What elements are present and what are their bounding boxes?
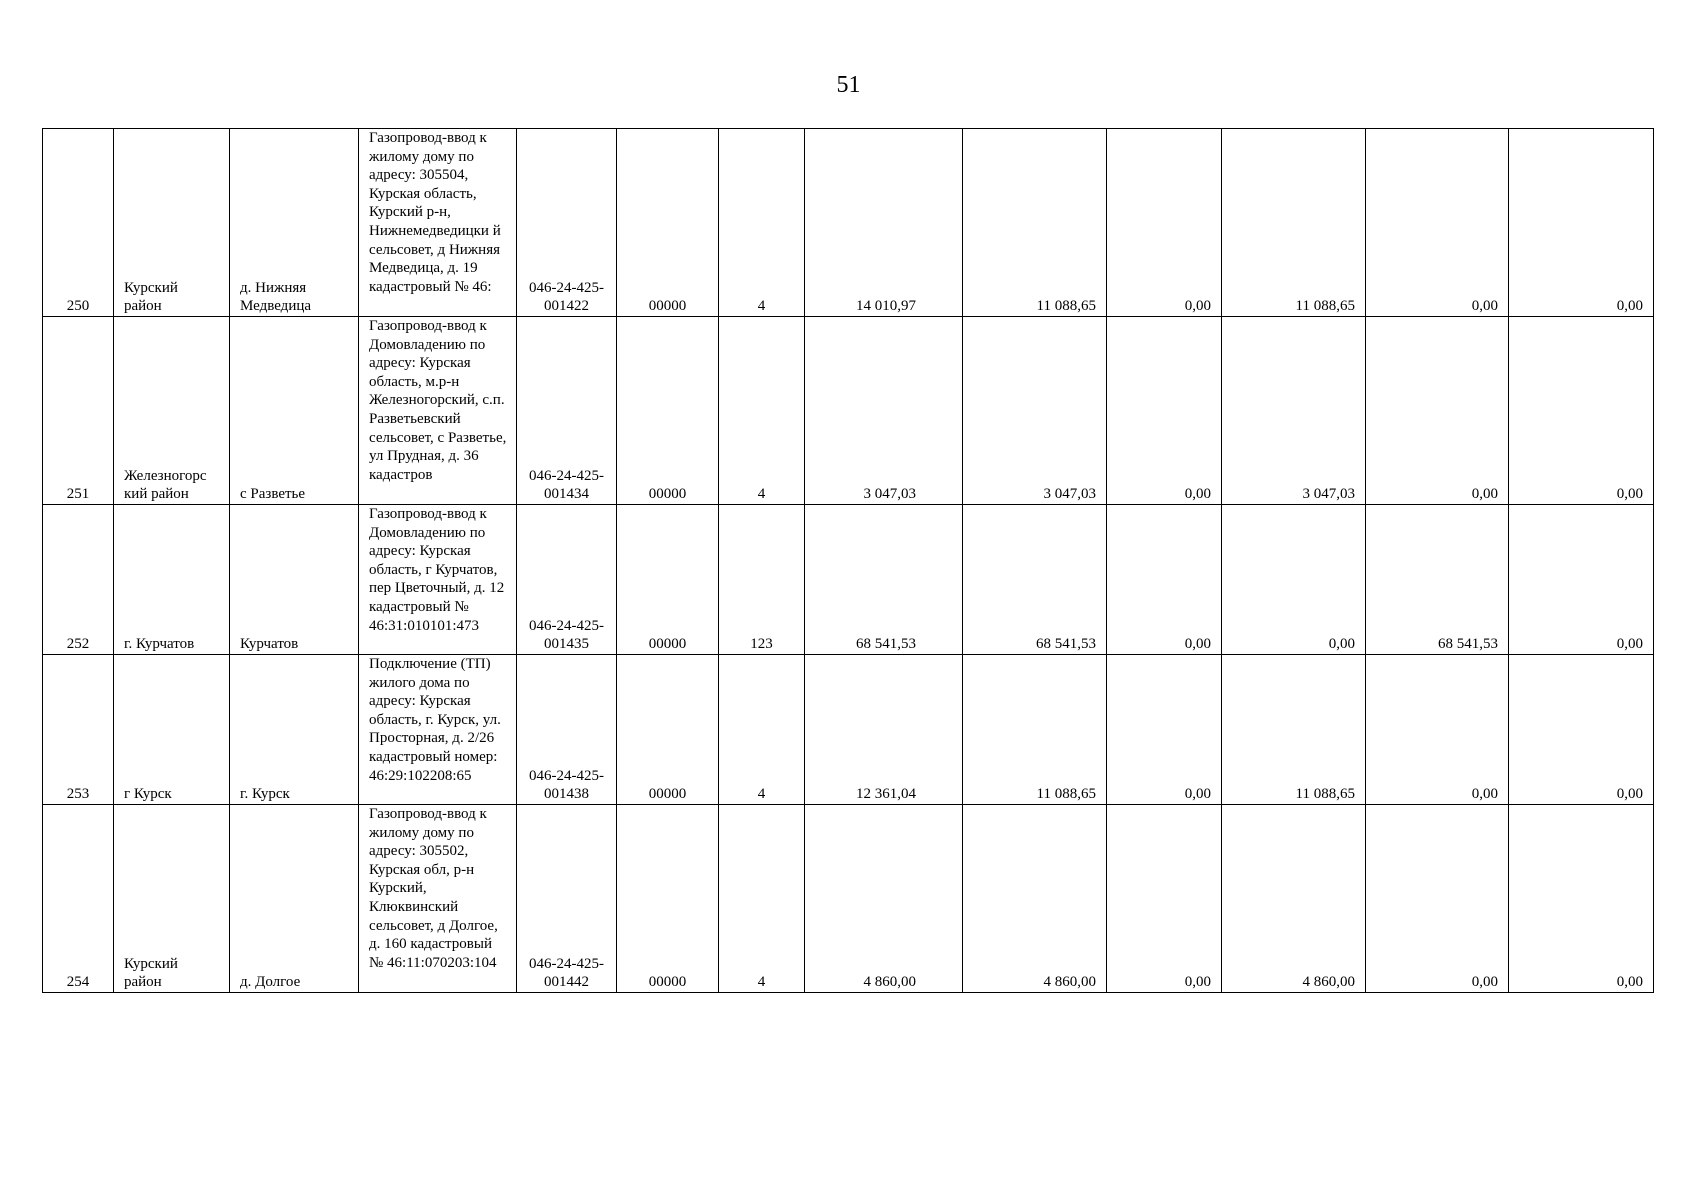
table-row bbox=[43, 655, 1654, 805]
locality-cell: Курчатов bbox=[230, 505, 359, 655]
value-cell-3: 11 088,65 bbox=[1222, 129, 1366, 317]
code-cell bbox=[517, 317, 617, 505]
description-cell bbox=[359, 129, 517, 317]
cost-cell: 68 541,53 bbox=[805, 505, 963, 655]
description-text: Газопровод-ввод к жилому дому по адресу: 305502, Курская обл, р-н Курский, Клюквинский сельсовет, д Долгое, д. 160 кадастровый № 46:11:070203:104 bbox=[369, 806, 498, 971]
district-cell: Курский район bbox=[114, 805, 230, 993]
row-number: 252 bbox=[43, 505, 114, 655]
zeros-cell: 00000 bbox=[617, 317, 719, 505]
description-cell bbox=[359, 655, 517, 805]
quantity-cell: 4 bbox=[719, 655, 805, 805]
quantity-cell: 123 bbox=[719, 505, 805, 655]
value-cell-1: 11 088,65 bbox=[963, 655, 1107, 805]
value-cell-1: 3 047,03 bbox=[963, 317, 1107, 505]
zeros-cell: 00000 bbox=[617, 129, 719, 317]
value-cell-4: 68 541,53 bbox=[1366, 505, 1509, 655]
zeros-cell: 00000 bbox=[617, 805, 719, 993]
value-cell-1: 68 541,53 bbox=[963, 505, 1107, 655]
row-number: 253 bbox=[43, 655, 114, 805]
cost-cell: 3 047,03 bbox=[805, 317, 963, 505]
table-row bbox=[43, 129, 1654, 317]
value-cell-2: 0,00 bbox=[1107, 805, 1222, 993]
value-cell-2: 0,00 bbox=[1107, 129, 1222, 317]
zeros-cell: 00000 bbox=[617, 505, 719, 655]
value-cell-3: 3 047,03 bbox=[1222, 317, 1366, 505]
code-cell bbox=[517, 805, 617, 993]
description-text: Подключение (ТП) жилого дома по адресу: Курская область, г. Курск, ул. Просторная, д. 2/26 кадастровый номер: 46:29:102208:65 bbox=[369, 656, 501, 784]
quantity-cell: 4 bbox=[719, 805, 805, 993]
code-text: 046-24-425-001422 bbox=[529, 279, 604, 315]
description-text: Газопровод-ввод к Домовладению по адресу: Курская область, м.р-н Железногорский, с.п. Разветьевский сельсовет, с Разветье, ул Прудная, д. 36 кадастров bbox=[369, 318, 507, 483]
value-cell-3: 11 088,65 bbox=[1222, 655, 1366, 805]
row-number: 250 bbox=[43, 129, 114, 317]
locality-cell: г. Курск bbox=[230, 655, 359, 805]
code-text: 046-24-425-001435 bbox=[529, 617, 604, 653]
table-row bbox=[43, 805, 1654, 993]
value-cell-2: 0,00 bbox=[1107, 505, 1222, 655]
description-text: Газопровод-ввод к жилому дому по адресу: 305504, Курская область, Курский р-н, Нижнемедведицки й сельсовет, д Нижняя Медведица, д. 19 кадастровый № 46: bbox=[369, 130, 501, 295]
description-text: Газопровод-ввод к Домовладению по адресу: Курская область, г Курчатов, пер Цветочный, д. 12 кадастровый № 46:31:010101:473 bbox=[369, 506, 505, 634]
code-text: 046-24-425-001442 bbox=[529, 955, 604, 991]
value-cell-5: 0,00 bbox=[1509, 505, 1654, 655]
code-text: 046-24-425-001434 bbox=[529, 467, 604, 503]
value-cell-4: 0,00 bbox=[1366, 655, 1509, 805]
code-cell bbox=[517, 505, 617, 655]
locality-cell: с Разветье bbox=[230, 317, 359, 505]
table-row bbox=[43, 317, 1654, 505]
value-cell-4: 0,00 bbox=[1366, 129, 1509, 317]
value-cell-4: 0,00 bbox=[1366, 317, 1509, 505]
code-cell bbox=[517, 129, 617, 317]
row-number: 254 bbox=[43, 805, 114, 993]
district-cell: г. Курчатов bbox=[114, 505, 230, 655]
quantity-cell: 4 bbox=[719, 317, 805, 505]
value-cell-1: 11 088,65 bbox=[963, 129, 1107, 317]
value-cell-5: 0,00 bbox=[1509, 317, 1654, 505]
locality-cell: д. Нижняя Медведица bbox=[230, 129, 359, 317]
value-cell-3: 4 860,00 bbox=[1222, 805, 1366, 993]
cost-cell: 12 361,04 bbox=[805, 655, 963, 805]
code-cell bbox=[517, 655, 617, 805]
value-cell-5: 0,00 bbox=[1509, 805, 1654, 993]
zeros-cell: 00000 bbox=[617, 655, 719, 805]
code-text: 046-24-425-001438 bbox=[529, 767, 604, 803]
cost-cell: 14 010,97 bbox=[805, 129, 963, 317]
description-cell bbox=[359, 317, 517, 505]
page-number: 51 bbox=[836, 72, 861, 98]
cost-cell: 4 860,00 bbox=[805, 805, 963, 993]
table-row bbox=[43, 505, 1654, 655]
value-cell-5: 0,00 bbox=[1509, 129, 1654, 317]
value-cell-1: 4 860,00 bbox=[963, 805, 1107, 993]
value-cell-2: 0,00 bbox=[1107, 655, 1222, 805]
locality-cell: д. Долгое bbox=[230, 805, 359, 993]
description-cell bbox=[359, 505, 517, 655]
row-number: 251 bbox=[43, 317, 114, 505]
value-cell-3: 0,00 bbox=[1222, 505, 1366, 655]
district-cell: Курский район bbox=[114, 129, 230, 317]
value-cell-4: 0,00 bbox=[1366, 805, 1509, 993]
description-cell bbox=[359, 805, 517, 993]
value-cell-2: 0,00 bbox=[1107, 317, 1222, 505]
district-cell: г Курск bbox=[114, 655, 230, 805]
value-cell-5: 0,00 bbox=[1509, 655, 1654, 805]
quantity-cell: 4 bbox=[719, 129, 805, 317]
district-cell: Железногорс кий район bbox=[114, 317, 230, 505]
register-table bbox=[42, 128, 1654, 993]
